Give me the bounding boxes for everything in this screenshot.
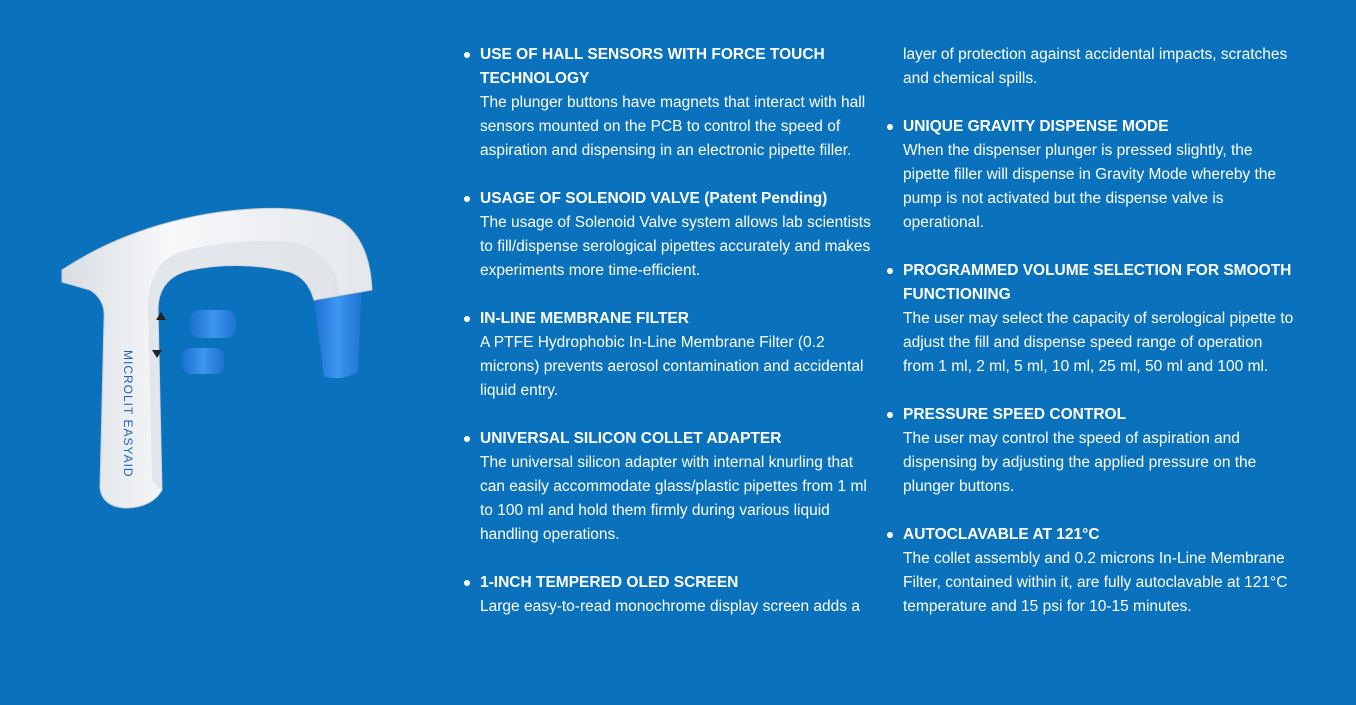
- pipette-filler-image: [40, 190, 400, 530]
- feature-description: The user may control the speed of aspiration and dispensing by adjusting the applied pressure on the plunger buttons.: [903, 430, 1257, 495]
- feature-title: PROGRAMMED VOLUME SELECTION FOR SMOOTH FUNCTIONING: [903, 262, 1292, 303]
- feature-title: USE OF HALL SENSORS WITH FORCE TOUCH TECHNOLOGY: [480, 46, 825, 87]
- feature-title: UNIVERSAL SILICON COLLET ADAPTER: [480, 430, 782, 447]
- feature-oled-screen-continued: [887, 43, 1297, 91]
- feature-collet-adapter: [464, 427, 874, 547]
- feature-oled-screen: [464, 571, 874, 619]
- feature-description: The universal silicon adapter with internal knurling that can easily accommodate glass/plastic pipettes from 1 ml to 100 ml and hold them firmly during various liquid handling operations.: [480, 454, 867, 543]
- feature-gravity-dispense: [887, 115, 1297, 235]
- feature-description: The user may select the capacity of serological pipette to adjust the fill and dispense speed range of operation from 1 ml, 2 ml, 5 ml, 10 ml, 25 ml, 50 ml and 100 ml.: [903, 310, 1294, 375]
- brand-label: MICROLIT EASYAID: [121, 350, 135, 478]
- feature-title: 1-INCH TEMPERED OLED SCREEN: [480, 574, 739, 591]
- feature-volume-selection: [887, 259, 1297, 379]
- feature-description: When the dispenser plunger is pressed slightly, the pipette filler will dispense in Gravity Mode whereby the pump is not activated but the dispense valve is operational.: [903, 142, 1277, 231]
- features-right-column: [887, 43, 1297, 643]
- feature-title: USAGE OF SOLENOID VALVE (Patent Pending): [480, 190, 828, 207]
- feature-title: IN-LINE MEMBRANE FILTER: [480, 310, 689, 327]
- feature-hall-sensors: [464, 43, 874, 163]
- feature-pressure-speed: [887, 403, 1297, 499]
- feature-solenoid-valve: [464, 187, 874, 283]
- feature-description: layer of protection against accidental impacts, scratches and chemical spills.: [903, 46, 1288, 87]
- feature-description: Large easy-to-read monochrome display screen adds a: [480, 598, 860, 615]
- feature-description: The usage of Solenoid Valve system allows lab scientists to fill/dispense serological pipettes accurately and makes experiments more time-efficient.: [480, 214, 871, 279]
- dispense-button: [182, 348, 224, 374]
- aspirate-button: [190, 310, 236, 338]
- feature-membrane-filter: [464, 307, 874, 403]
- features-left-column: [464, 43, 874, 643]
- feature-autoclavable: [887, 523, 1297, 619]
- feature-title: AUTOCLAVABLE AT 121°C: [903, 526, 1100, 543]
- feature-description: A PTFE Hydrophobic In-Line Membrane Filter (0.2 microns) prevents aerosol contamination and accidental liquid entry.: [480, 334, 864, 399]
- feature-title: UNIQUE GRAVITY DISPENSE MODE: [903, 118, 1169, 135]
- feature-description: The collet assembly and 0.2 microns In-Line Membrane Filter, contained within it, are fully autoclavable at 121°C temperature and 15 psi for 10-15 minutes.: [903, 550, 1288, 615]
- feature-description: The plunger buttons have magnets that interact with hall sensors mounted on the PCB to control the speed of aspiration and dispensing in an electronic pipette filler.: [480, 94, 866, 159]
- feature-title: PRESSURE SPEED CONTROL: [903, 406, 1127, 423]
